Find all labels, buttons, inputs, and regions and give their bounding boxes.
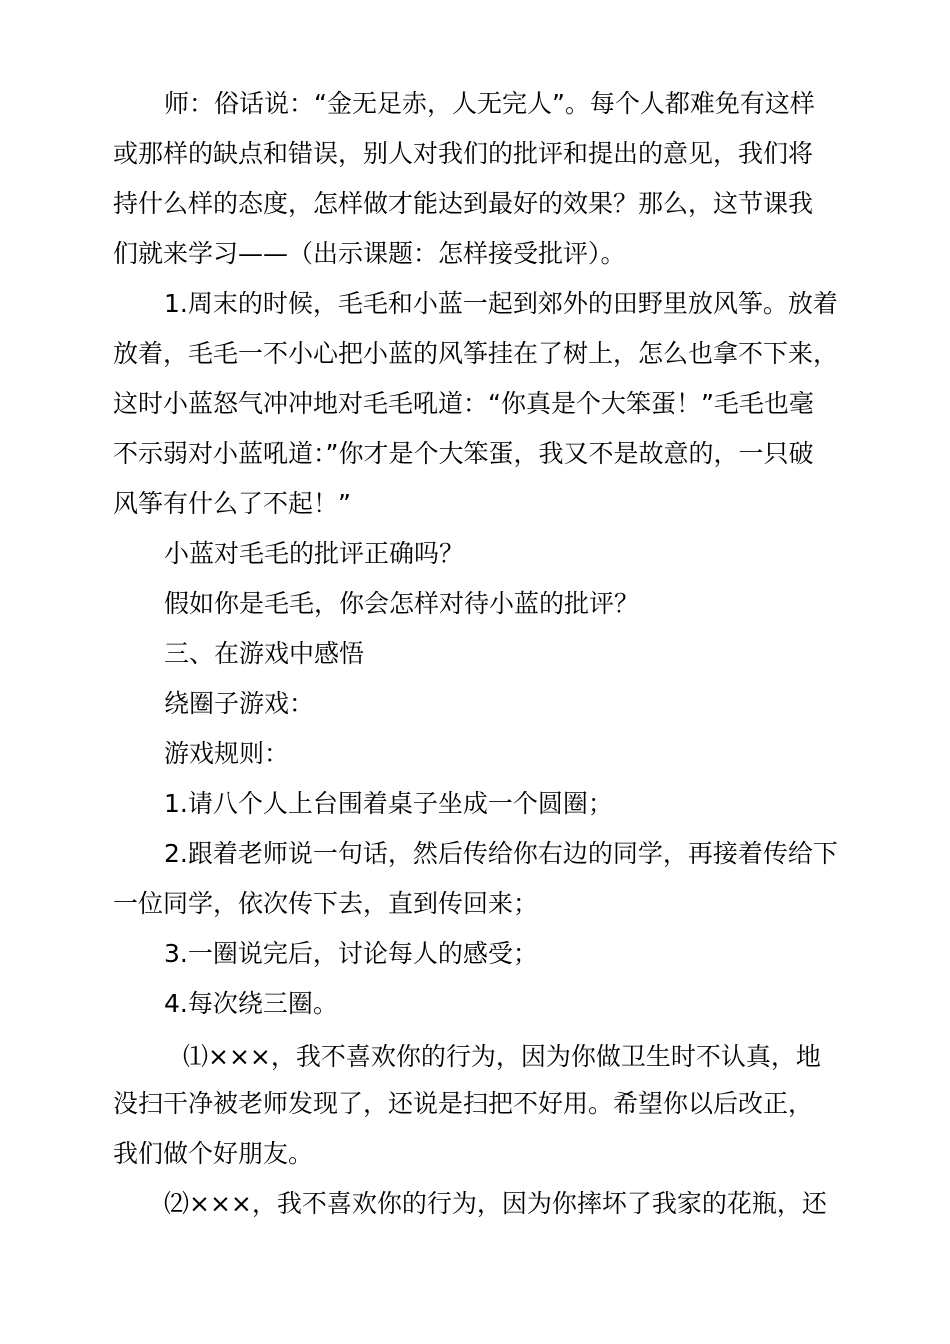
subheading: 绕圈子游戏： xyxy=(164,689,315,718)
example-item: ⑴×××，我不喜欢你的行为，因为你做卫生时不认真，地 xyxy=(183,1042,821,1071)
question-line: 小蓝对毛毛的批评正确吗？ xyxy=(164,539,465,568)
paragraph-line: 1.周末的时候，毛毛和小蓝一起到郊外的田野里放风筝。放着 xyxy=(164,289,838,318)
example-item-continuation: 没扫干净被老师发现了，还说是扫把不好用。希望你以后改正， xyxy=(113,1089,814,1118)
rule-item-continuation: 一位同学，依次传下去，直到传回来； xyxy=(113,889,539,918)
paragraph-line: 放着，毛毛一不小心把小蓝的风筝挂在了树上，怎么也拿不下来， xyxy=(113,339,839,368)
paragraph-line: 风筝有什么了不起！” xyxy=(113,489,351,518)
paragraph-line: 持什么样的态度，怎样做才能达到最好的效果？那么，这节课我 xyxy=(113,189,814,218)
rule-item: 3.一圈说完后，讨论每人的感受； xyxy=(164,939,538,968)
rule-item: 4.每次绕三圈。 xyxy=(164,989,338,1018)
example-item-continuation: 我们做个好朋友。 xyxy=(113,1139,314,1168)
subheading: 游戏规则： xyxy=(164,739,290,768)
rule-item: 2.跟着老师说一句话，然后传给你右边的同学，再接着传给下 xyxy=(164,839,838,868)
paragraph-line: 这时小蓝怒气冲冲地对毛毛吼道：“你真是个大笨蛋！”毛毛也毫 xyxy=(113,389,814,418)
rule-item: 1.请八个人上台围着桌子坐成一个圆圈； xyxy=(164,789,613,818)
example-item: ⑵×××，我不喜欢你的行为，因为你摔坏了我家的花瓶，还 xyxy=(164,1189,827,1218)
paragraph-line: 不示弱对小蓝吼道：”你才是个大笨蛋，我又不是故意的，一只破 xyxy=(113,439,814,468)
question-line: 假如你是毛毛，你会怎样对待小蓝的批评？ xyxy=(164,589,640,618)
paragraph-line: 们就来学习——（出示课题：怎样接受批评）。 xyxy=(113,239,626,268)
section-heading: 三、在游戏中感悟 xyxy=(164,639,365,668)
paragraph-line: 或那样的缺点和错误，别人对我们的批评和提出的意见，我们将 xyxy=(113,139,814,168)
paragraph-line: 师：俗话说：“金无足赤，人无完人”。每个人都难免有这样 xyxy=(164,89,815,118)
